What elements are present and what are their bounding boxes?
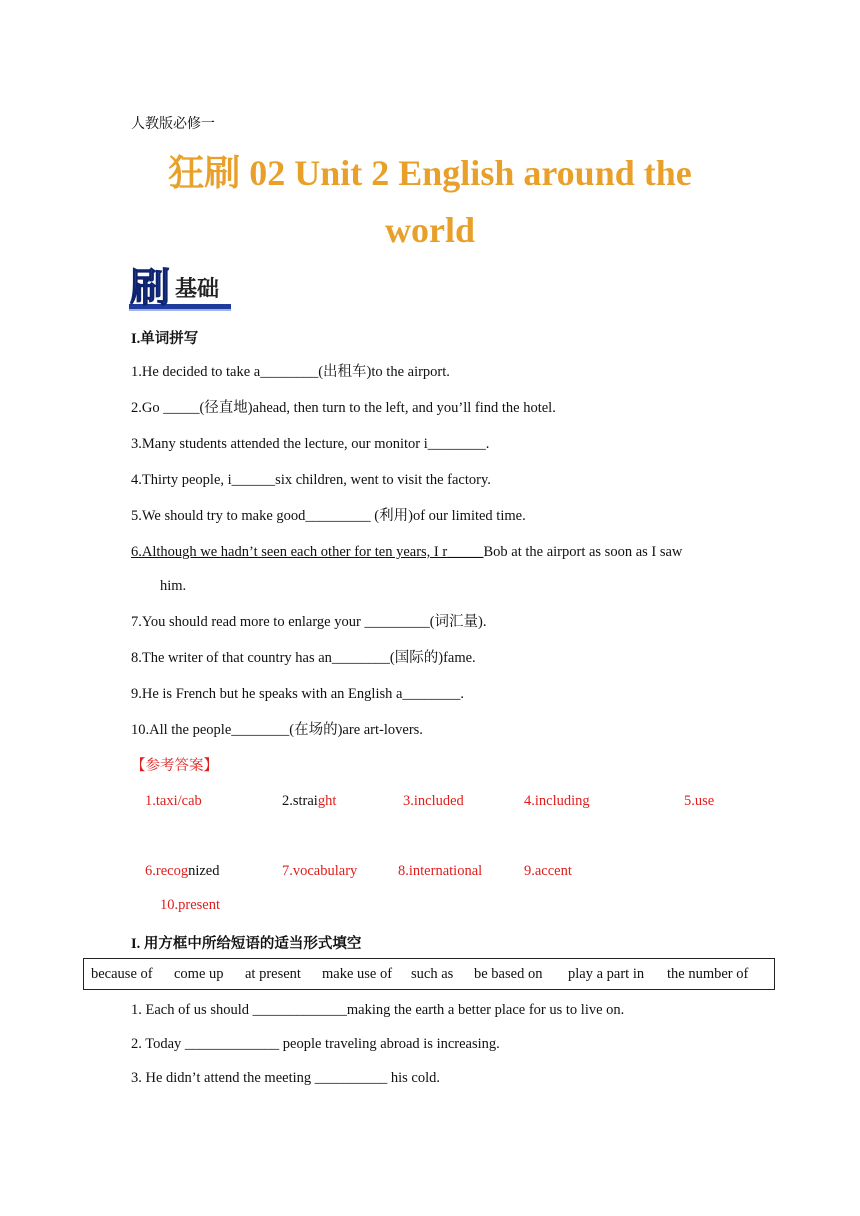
fill-question-3: 3. He didn’t attend the meeting __________ his cold. (131, 1070, 441, 1086)
answer-5: 5.use (684, 793, 715, 809)
answer-7: 7.vocabulary (282, 863, 358, 879)
header-text: 人教版必修一 (131, 117, 215, 132)
answer-10: 10.present (160, 897, 220, 913)
answer-key-title: 【参考答案】 (131, 758, 218, 774)
phrase-item: make use of (322, 966, 393, 982)
question-2: 2.Go _____(径直地)ahead, then turn to the left, and you’ll find the hotel. (131, 400, 556, 416)
answer-2: 2.straight (282, 793, 337, 809)
answer-6: 6.recognized (145, 863, 220, 879)
answer-4: 4.including (524, 793, 590, 809)
phrase-item: be based on (474, 966, 543, 982)
phrase-item: such as (411, 966, 454, 982)
answer-1: 1.taxi/cab (145, 793, 202, 809)
question-8: 8.The writer of that country has an________(国际的)fame. (131, 650, 476, 666)
answer-3: 3.included (403, 793, 464, 809)
phrase-item: the number of (667, 966, 749, 982)
section-1-title: I.单词拼写 (131, 331, 199, 347)
phrase-item: at present (245, 966, 301, 982)
question-7: 7.You should read more to enlarge your _________(词汇量). (131, 614, 487, 630)
logo-main-char: 刷 (130, 265, 170, 311)
fill-question-2: 2. Today _____________ people traveling abroad is increasing. (131, 1036, 500, 1052)
answer-9: 9.accent (524, 863, 572, 879)
section-2-title: I. 用方框中所给短语的适当形式填空 (131, 936, 362, 952)
page-title-line-2: world (385, 210, 475, 250)
question-9: 9.He is French but he speaks with an English a________. (131, 686, 465, 702)
question-4: 4.Thirty people, i______six children, went to visit the factory. (131, 472, 491, 488)
page-title-line-1: 狂刷 02 Unit 2 English around the (168, 153, 692, 193)
question-6-continuation: him. (160, 578, 187, 594)
question-6-part-1: 6.Although we hadn’t seen each other for ten years, I r (131, 544, 448, 560)
fill-question-1: 1. Each of us should _____________making the earth a better place for us to live on. (131, 1002, 625, 1018)
question-1: 1.He decided to take a________(出租车)to the airport. (131, 364, 450, 380)
logo-sub-text: 基础 (175, 277, 220, 302)
question-5: 5.We should try to make good_________ (利用)of our limited time. (131, 508, 526, 524)
question-3: 3.Many students attended the lecture, our monitor i________. (131, 436, 490, 452)
brush-basics-logo (129, 260, 231, 314)
question-10: 10.All the people________(在场的)are art-lovers. (131, 722, 423, 738)
phrase-item: play a part in (568, 966, 645, 982)
phrase-item: because of (91, 966, 153, 982)
question-6: 6.Although we hadn’t seen each other for ten years, I r_____Bob at the airport as soon as I saw (131, 544, 683, 560)
question-6-part-2: Bob at the airport as soon as I saw (483, 544, 683, 560)
phrase-item: come up (174, 966, 224, 982)
answer-8: 8.international (398, 863, 483, 879)
